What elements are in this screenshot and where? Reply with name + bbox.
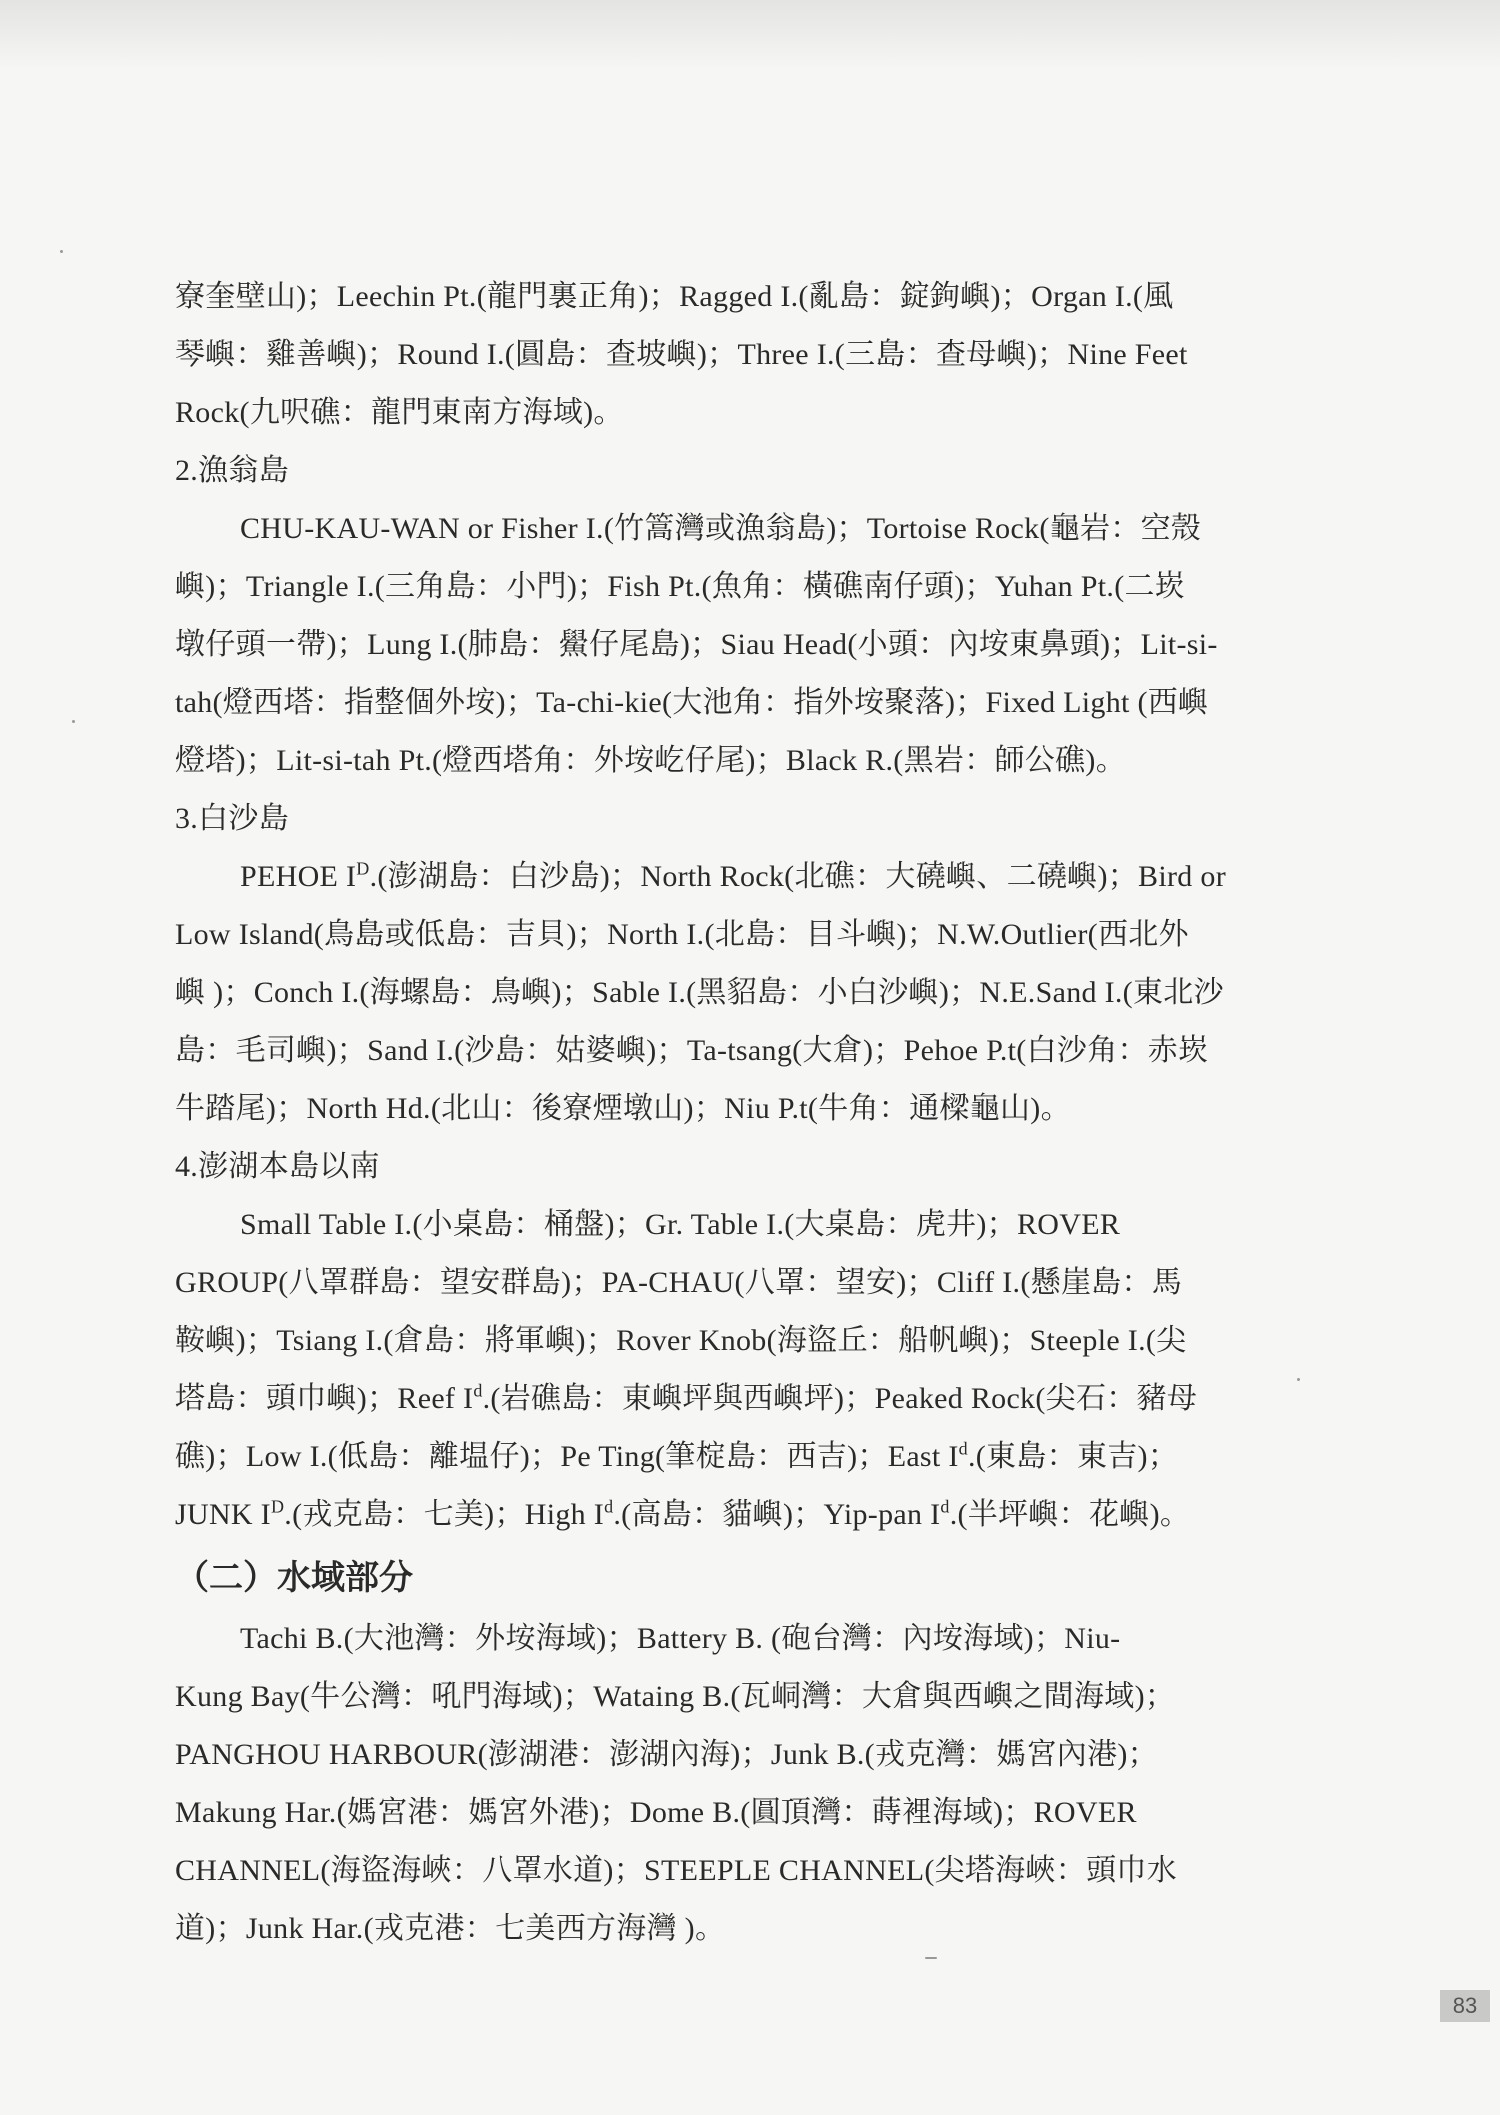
text-run: GROUP(八罩群島：望安群島)；PA-CHAU(八罩：望安)；Cliff I.(懸崖島：馬	[175, 1266, 1183, 1299]
text-run: Tachi B.(大池灣：外垵海域)；Battery B. (砲台灣：內垵海域)；Niu-	[240, 1622, 1121, 1655]
text-line	[175, 964, 1293, 1022]
text-run: 礁)；Low I.(低島：離塭仔)；Pe Ting(筆椗島：西吉)；East I	[175, 1440, 959, 1473]
text-line	[175, 1196, 1293, 1254]
text-run: 塔島：頭巾嶼)；Reef I	[175, 1382, 474, 1415]
text-line	[175, 1726, 1293, 1784]
text-line	[175, 500, 1293, 558]
text-run: Rock(九呎礁：龍門東南方海域)。	[175, 396, 624, 429]
text-line	[175, 1900, 1293, 1958]
text-run: JUNK I	[175, 1498, 271, 1531]
text-line	[175, 1312, 1293, 1370]
text-line	[175, 1842, 1293, 1900]
text-run: .(岩礁島：東嶼坪與西嶼坪)；Peaked Rock(尖石：豬母	[482, 1382, 1198, 1415]
superscript: D	[270, 1496, 285, 1517]
text-run: .(澎湖島：白沙島)；North Rock(北礁：大磽嶼、二磽嶼)；Bird or	[369, 860, 1226, 893]
text-line	[175, 442, 1293, 500]
text-run: CHANNEL(海盜海峽：八罩水道)；STEEPLE CHANNEL(尖塔海峽：頭巾水	[175, 1854, 1178, 1887]
text-line	[175, 848, 1293, 906]
text-run: 道)；Junk Har.(戎克港：七美西方海灣 )。	[175, 1912, 726, 1945]
text-run: .(東島：東吉)；	[967, 1440, 1179, 1473]
document-body	[175, 268, 1293, 1958]
superscript: d	[958, 1438, 968, 1459]
superscript: D	[356, 858, 370, 879]
scan-speck	[1297, 1378, 1300, 1381]
text-run: 墩仔頭一帶)；Lung I.(肺島：鱟仔尾島)；Siau Head(小頭：內垵東鼻頭)；Lit-si-	[175, 628, 1218, 661]
text-run: 4.澎湖本島以南	[175, 1150, 380, 1183]
text-line	[175, 326, 1293, 384]
text-run: 寮奎壁山)；Leechin Pt.(龍門裏正角)；Ragged I.(亂島：錠鉤嶼)；Organ I.(風	[175, 280, 1174, 313]
text-run: PANGHOU HARBOUR(澎湖港：澎湖內海)；Junk B.(戎克灣：媽宮內港)；	[175, 1738, 1158, 1771]
text-run: .(高島：貓嶼)；Yip-pan I	[613, 1498, 941, 1531]
text-run: 嶼)；Triangle I.(三角島：小門)；Fish Pt.(魚角：橫礁南仔頭)；Yuhan Pt.(二崁	[175, 570, 1186, 603]
text-line	[175, 268, 1293, 326]
text-run: Small Table I.(小桌島：桶盤)；Gr. Table I.(大桌島：虎井)；ROVER	[240, 1208, 1121, 1241]
text-run: tah(燈西塔：指整個外垵)；Ta-chi-kie(大池角：指外垵聚落)；Fixed Light (西嶼	[175, 686, 1209, 719]
text-line	[175, 616, 1293, 674]
text-run: 嶼 )；Conch I.(海螺島：鳥嶼)；Sable I.(黑貂島：小白沙嶼)；N.E.Sand I.(東北沙	[175, 976, 1224, 1009]
text-line	[175, 558, 1293, 616]
text-line	[175, 1022, 1293, 1080]
text-run: 燈塔)；Lit-si-tah Pt.(燈西塔角：外垵屹仔尾)；Black R.(黑岩：師公礁)。	[175, 744, 1126, 777]
text-run: 島：毛司嶼)；Sand I.(沙島：姑婆嶼)；Ta-tsang(大倉)；Pehoe P.t(白沙角：赤崁	[175, 1034, 1209, 1067]
text-run: Makung Har.(媽宮港：媽宮外港)；Dome B.(圓頂灣：蒔裡海域)；ROVER	[175, 1796, 1137, 1829]
text-run: 2.漁翁島	[175, 454, 289, 487]
text-line	[175, 1138, 1293, 1196]
page-number: 83	[1440, 1990, 1490, 2022]
text-line	[175, 384, 1293, 442]
text-line	[175, 1428, 1293, 1486]
text-line	[175, 732, 1293, 790]
superscript: d	[473, 1380, 483, 1401]
text-run: 琴嶼：雞善嶼)；Round I.(圓島：查坡嶼)；Three I.(三島：查母嶼)；Nine Feet	[175, 338, 1188, 371]
text-run: Low Island(鳥島或低島：吉貝)；North I.(北島：目斗嶼)；N.W.Outlier(西北外	[175, 918, 1189, 951]
text-run: .(半坪嶼：花嶼)。	[949, 1498, 1191, 1531]
text-run: 3.白沙島	[175, 802, 289, 835]
superscript: d	[604, 1496, 614, 1517]
text-run: PEHOE I	[240, 860, 357, 893]
text-line	[175, 1610, 1293, 1668]
text-line	[175, 674, 1293, 732]
superscript: d	[940, 1496, 950, 1517]
section-heading	[175, 1548, 1293, 1608]
scan-shadow	[0, 0, 1500, 70]
scan-speck	[60, 250, 63, 253]
scan-speck	[72, 720, 75, 723]
text-line	[175, 1784, 1293, 1842]
text-line	[175, 906, 1293, 964]
text-run: Kung Bay(牛公灣：吼門海域)；Wataing B.(瓦峒灣：大倉與西嶼之間海域)；	[175, 1680, 1176, 1713]
text-line	[175, 1486, 1293, 1544]
text-line	[175, 1668, 1293, 1726]
text-run: .(戎克島：七美)；High I	[284, 1498, 605, 1531]
text-line	[175, 1370, 1293, 1428]
text-line	[175, 790, 1293, 848]
text-run: （二）水域部分	[175, 1558, 413, 1598]
text-run: CHU-KAU-WAN or Fisher I.(竹篙灣或漁翁島)；Tortoise Rock(龜岩：空殼	[240, 512, 1202, 545]
text-run: 鞍嶼)；Tsiang I.(倉島：將軍嶼)；Rover Knob(海盜丘：船帆嶼)；Steeple I.(尖	[175, 1324, 1187, 1357]
text-run: 牛踏尾)；North Hd.(北山：後寮煙墩山)；Niu P.t(牛角：通樑龜山)。	[175, 1092, 1071, 1125]
text-line	[175, 1080, 1293, 1138]
text-line	[175, 1254, 1293, 1312]
